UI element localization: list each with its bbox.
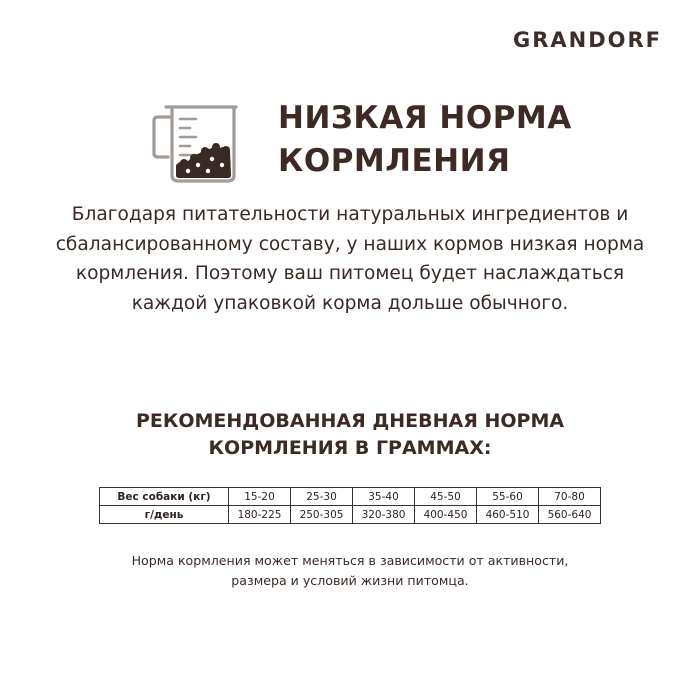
daily-cell: 560-640 bbox=[539, 506, 601, 524]
daily-cell: 400-450 bbox=[415, 506, 477, 524]
weight-header-cell: Вес собаки (кг) bbox=[100, 488, 229, 506]
daily-cell: 460-510 bbox=[477, 506, 539, 524]
subtitle-line-1: РЕКОМЕНДОВАННАЯ ДНЕВНАЯ НОРМА bbox=[135, 410, 565, 432]
footnote-line-2: размера и условий жизни питомца. bbox=[231, 573, 469, 588]
weight-cell: 45-50 bbox=[415, 488, 477, 506]
header-block bbox=[150, 95, 570, 195]
section-subtitle bbox=[40, 408, 660, 462]
brand-logo: GRANDORF bbox=[512, 28, 662, 52]
intro-line-1: Благодаря питательности натуральных ингредиентов и bbox=[71, 204, 629, 225]
weight-cell: 25-30 bbox=[291, 488, 353, 506]
footnote bbox=[40, 551, 660, 591]
subtitle-line-2: КОРМЛЕНИЯ В ГРАММАХ: bbox=[208, 437, 492, 459]
weight-cell: 70-80 bbox=[539, 488, 601, 506]
daily-cell: 250-305 bbox=[291, 506, 353, 524]
intro-line-4: каждой упаковкой корма дольше обычного. bbox=[131, 292, 569, 314]
intro-line-3: кормления. Поэтому ваш питомец будет наслаждаться bbox=[75, 263, 625, 284]
daily-cell: 180-225 bbox=[229, 506, 291, 524]
page-title-line-2: КОРМЛЕНИЯ bbox=[278, 143, 511, 179]
page-title bbox=[278, 97, 578, 183]
footnote-line-1: Норма кормления может меняться в зависимости от активности, bbox=[131, 553, 569, 568]
weight-cell: 15-20 bbox=[229, 488, 291, 506]
table-row-weight bbox=[100, 488, 601, 506]
weight-cell: 35-40 bbox=[353, 488, 415, 506]
measuring-jug-icon bbox=[150, 95, 242, 187]
table-row-daily bbox=[100, 506, 601, 524]
feeding-table bbox=[99, 487, 601, 524]
daily-cell: 320-380 bbox=[353, 506, 415, 524]
intro-paragraph bbox=[40, 200, 660, 318]
daily-header-cell: г/день bbox=[100, 506, 229, 524]
page-title-line-1: НИЗКАЯ НОРМА bbox=[278, 100, 572, 136]
weight-cell: 55-60 bbox=[477, 488, 539, 506]
intro-line-2: сбалансированному составу, у наших кормов низкая норма bbox=[55, 233, 645, 255]
